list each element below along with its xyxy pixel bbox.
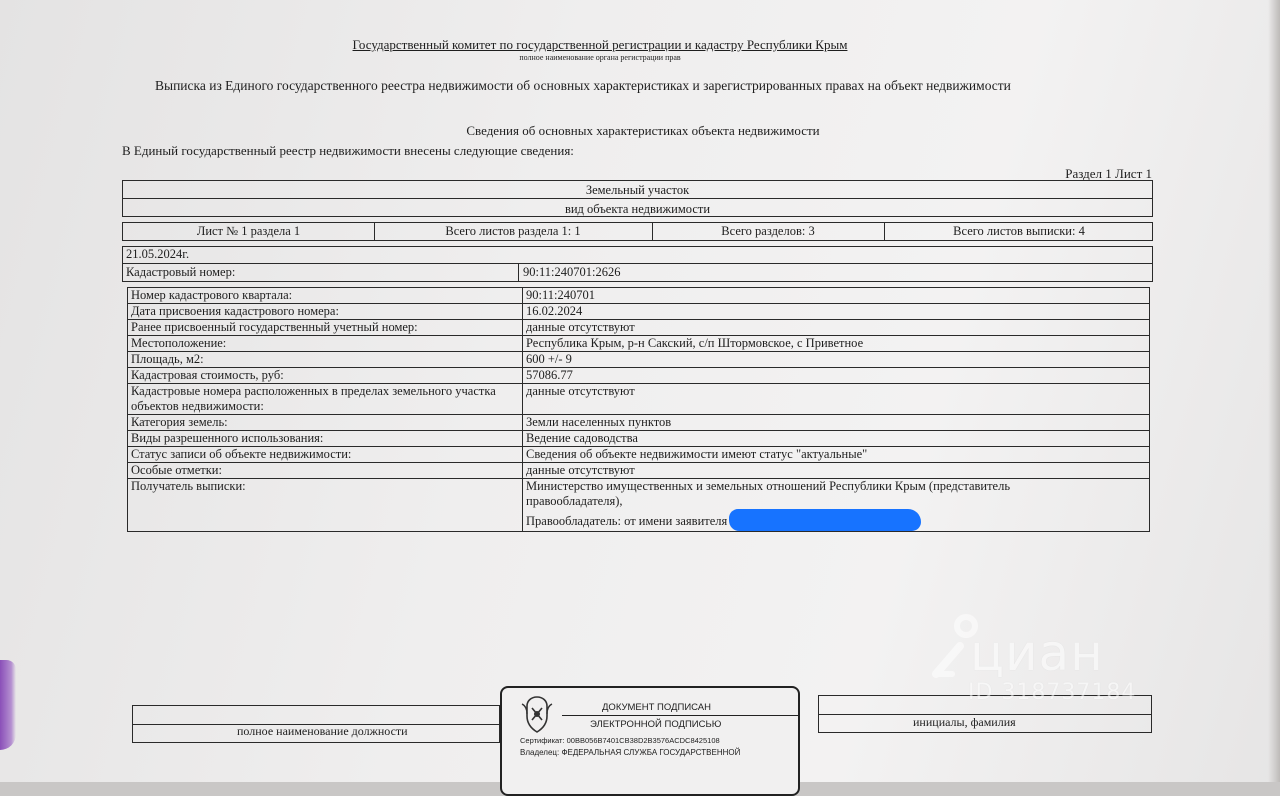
recipient-line-1: Министерство имущественных и земельных отношений Республики Крым (представитель bbox=[526, 479, 1011, 493]
section-title: Сведения об основных характеристиках объекта недвижимости bbox=[466, 123, 820, 138]
cadastral-number-value: 90:11:240701:2626 bbox=[523, 265, 621, 279]
table-row bbox=[128, 304, 1150, 320]
recipient-value bbox=[523, 479, 1150, 532]
table-row bbox=[128, 368, 1150, 384]
row-label: Статус записи об объекте недвижимости: bbox=[128, 447, 523, 463]
background-object bbox=[0, 660, 16, 750]
org-title: Государственный комитет по государственной регистрации и кадастру Республики Крым bbox=[352, 37, 848, 52]
table-row bbox=[128, 288, 1150, 304]
table-row bbox=[128, 384, 1150, 415]
watermark-id: ID 318737184 bbox=[968, 680, 1137, 705]
electronic-signature-stamp bbox=[500, 686, 800, 796]
row-value: Сведения об объекте недвижимости имеют статус "актуальные" bbox=[523, 447, 1150, 463]
row-value: 90:11:240701 bbox=[523, 288, 1150, 304]
table-row bbox=[128, 463, 1150, 479]
emblem-icon bbox=[518, 694, 556, 734]
cian-watermark bbox=[930, 612, 1160, 712]
row-label: Дата присвоения кадастрового номера: bbox=[128, 304, 523, 320]
row-label: Ранее присвоенный государственный учетный номер: bbox=[128, 320, 523, 336]
extract-date: 21.05.2024г. bbox=[126, 247, 190, 261]
stamp-certificate: Сертификат: 00BB056B7401CB38D2B3576ACDC8425108 bbox=[520, 736, 720, 745]
table-row bbox=[128, 320, 1150, 336]
table-row bbox=[128, 415, 1150, 431]
stamp-owner: Владелец: ФЕДЕРАЛЬНАЯ СЛУЖБА ГОСУДАРСТВЕННОЙ bbox=[520, 748, 741, 757]
table-row bbox=[128, 352, 1150, 368]
row-value: Республика Крым, р-н Сакский, с/п Штормовское, с Приветное bbox=[523, 336, 1150, 352]
object-type-caption: вид объекта недвижимости bbox=[564, 202, 711, 216]
cadastral-number-label: Кадастровый номер: bbox=[126, 265, 236, 279]
position-caption: полное наименование должности bbox=[237, 724, 408, 738]
recipient-label: Получатель выписки: bbox=[128, 479, 523, 532]
section-reference: Раздел 1 Лист 1 bbox=[1065, 166, 1152, 181]
object-type: Земельный участок bbox=[585, 183, 690, 197]
sheets-total: Всего листов выписки: 4 bbox=[953, 224, 1085, 238]
table-row bbox=[128, 431, 1150, 447]
row-label: Кадастровая стоимость, руб: bbox=[128, 368, 523, 384]
date-cadastral-box bbox=[122, 246, 1153, 282]
org-subtitle: полное наименование органа регистрации прав bbox=[519, 53, 681, 62]
recipient-line-2: правообладателя), bbox=[526, 494, 623, 508]
stamp-line-1: ДОКУМЕНТ ПОДПИСАН bbox=[602, 702, 711, 713]
sheet-info-row bbox=[122, 222, 1153, 241]
row-value: данные отсутствуют bbox=[523, 384, 1150, 415]
row-value: данные отсутствуют bbox=[523, 463, 1150, 479]
table-row bbox=[128, 447, 1150, 463]
sheet-number: Лист № 1 раздела 1 bbox=[196, 224, 301, 238]
table-row bbox=[128, 336, 1150, 352]
recipient-line-3 bbox=[526, 509, 1146, 531]
position-box bbox=[132, 705, 500, 743]
sections-total: Всего разделов: 3 bbox=[721, 224, 815, 238]
intro-text: В Единый государственный реестр недвижимости внесены следующие сведения: bbox=[122, 143, 574, 158]
row-label: Кадастровые номера расположенных в пределах земельного участка объектов недвижимости: bbox=[128, 384, 523, 415]
watermark-brand: циан bbox=[970, 624, 1104, 682]
row-label: Виды разрешенного использования: bbox=[128, 431, 523, 447]
table-row-recipient bbox=[128, 479, 1150, 532]
row-label: Особые отметки: bbox=[128, 463, 523, 479]
row-value: 16.02.2024 bbox=[523, 304, 1150, 320]
recipient-owner-text: Правообладатель: от имени заявителя bbox=[526, 514, 728, 528]
row-label: Местоположение: bbox=[128, 336, 523, 352]
redaction-mark bbox=[729, 509, 921, 531]
sheets-in-section: Всего листов раздела 1: 1 bbox=[445, 224, 581, 238]
row-value: 57086.77 bbox=[523, 368, 1150, 384]
name-caption: инициалы, фамилия bbox=[913, 715, 1016, 729]
object-type-box bbox=[122, 180, 1153, 217]
row-value: данные отсутствуют bbox=[523, 320, 1150, 336]
row-label: Номер кадастрового квартала: bbox=[128, 288, 523, 304]
document-title: Выписка из Единого государственного реестра недвижимости об основных характеристиках и зарегистрированных правах на объект недвижимости bbox=[155, 78, 1011, 93]
row-value: Ведение садоводства bbox=[523, 431, 1150, 447]
page-shadow bbox=[1268, 0, 1280, 782]
characteristics-table bbox=[127, 287, 1150, 532]
row-label: Площадь, м2: bbox=[128, 352, 523, 368]
row-value: 600 +/- 9 bbox=[523, 352, 1150, 368]
row-value: Земли населенных пунктов bbox=[523, 415, 1150, 431]
row-label: Категория земель: bbox=[128, 415, 523, 431]
stamp-line-2: ЭЛЕКТРОННОЙ ПОДПИСЬЮ bbox=[590, 719, 722, 730]
